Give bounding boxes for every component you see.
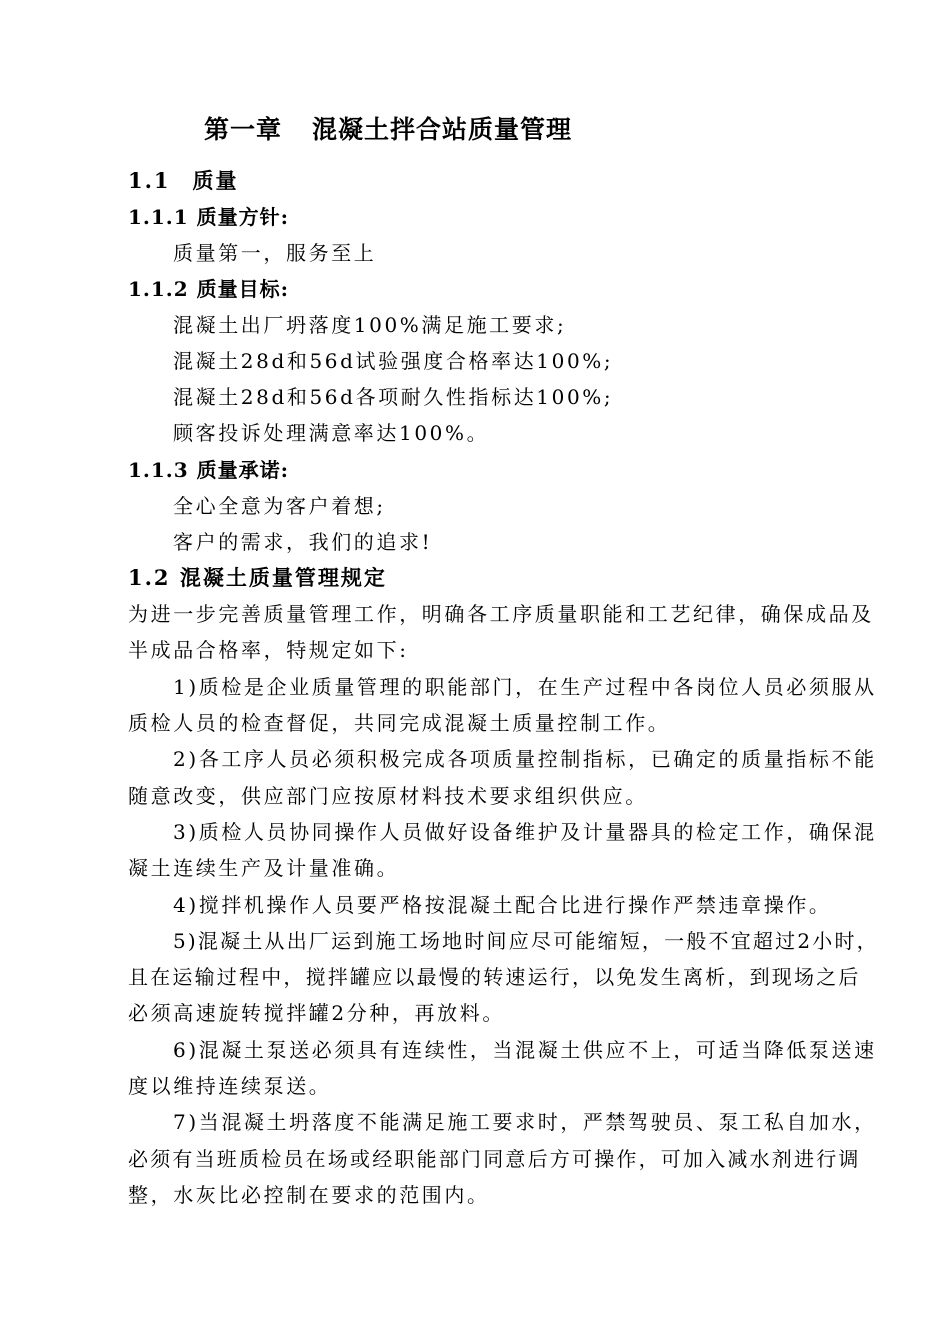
- intro-line: 半成品合格率，特规定如下:: [128, 638, 409, 662]
- chapter-title: 混凝土拌合站质量管理: [312, 115, 573, 144]
- rule-7-line: 7)当混凝土坍落度不能满足施工要求时，严禁驾驶员、泵工私自加水，: [173, 1110, 877, 1134]
- objectives-heading: 1.1.2 质量目标:: [128, 277, 290, 301]
- rule-3-line: 凝土连续生产及计量准确。: [128, 856, 400, 880]
- rule-2-line: 随意改变，供应部门应按原材料技术要求组织供应。: [128, 784, 648, 808]
- objective-item: 顾客投诉处理满意率达100%。: [173, 421, 490, 445]
- rule-7-line: 整，水灰比必控制在要求的范围内。: [128, 1183, 490, 1207]
- section-1-1-heading: [128, 167, 239, 195]
- section-1-1-number: 1.1: [128, 168, 171, 193]
- section-1-1-title: 质量: [192, 168, 239, 193]
- intro-line: 为进一步完善质量管理工作，明确各工序质量职能和工艺纪律，确保成品及: [128, 602, 874, 626]
- rule-4-line: 4)搅拌机操作人员要严格按混凝土配合比进行操作严禁违章操作。: [173, 893, 832, 917]
- commitment-item: 全心全意为客户着想;: [173, 494, 386, 518]
- rule-1-line: 1)质检是企业质量管理的职能部门，在生产过程中各岗位人员必须服从: [173, 675, 877, 699]
- rule-5-line: 必须高速旋转搅拌罐2分种，再放料。: [128, 1001, 505, 1025]
- chapter-number: 第一章: [204, 115, 283, 144]
- commitment-heading: 1.1.3 质量承诺:: [128, 458, 290, 482]
- rule-1-line: 质检人员的检查督促，共同完成混凝土质量控制工作。: [128, 711, 671, 735]
- rule-6-line: 度以维持连续泵送。: [128, 1074, 332, 1098]
- rule-7-line: 必须有当班质检员在场或经职能部门同意后方可操作，可加入减水剂进行调: [128, 1147, 861, 1171]
- objective-item: 混凝土28d和56d试验强度合格率达100%;: [173, 349, 614, 373]
- objective-item: 混凝土出厂坍落度100%满足施工要求;: [173, 313, 567, 337]
- section-1-2-heading: 1.2 混凝土质量管理规定: [128, 565, 387, 590]
- chapter-heading: [204, 116, 572, 144]
- commitment-item: 客户的需求，我们的追求!: [173, 530, 433, 554]
- rule-2-line: 2)各工序人员必须积极完成各项质量控制指标，已确定的质量指标不能: [173, 747, 877, 771]
- rule-6-line: 6)混凝土泵送必须具有连续性，当混凝土供应不上，可适当降低泵送速: [173, 1038, 877, 1062]
- rule-3-line: 3)质检人员协同操作人员做好设备维护及计量器具的检定工作，确保混: [173, 820, 877, 844]
- policy-text: 质量第一，服务至上: [173, 241, 377, 265]
- objective-item: 混凝土28d和56d各项耐久性指标达100%;: [173, 385, 614, 409]
- policy-heading: 1.1.1 质量方针:: [128, 205, 290, 229]
- rule-5-line: 且在运输过程中，搅拌罐应以最慢的转速运行，以免发生离析，到现场之后: [128, 965, 861, 989]
- rule-5-line: 5)混凝土从出厂运到施工场地时间应尽可能缩短，一般不宜超过2小时，: [173, 929, 879, 953]
